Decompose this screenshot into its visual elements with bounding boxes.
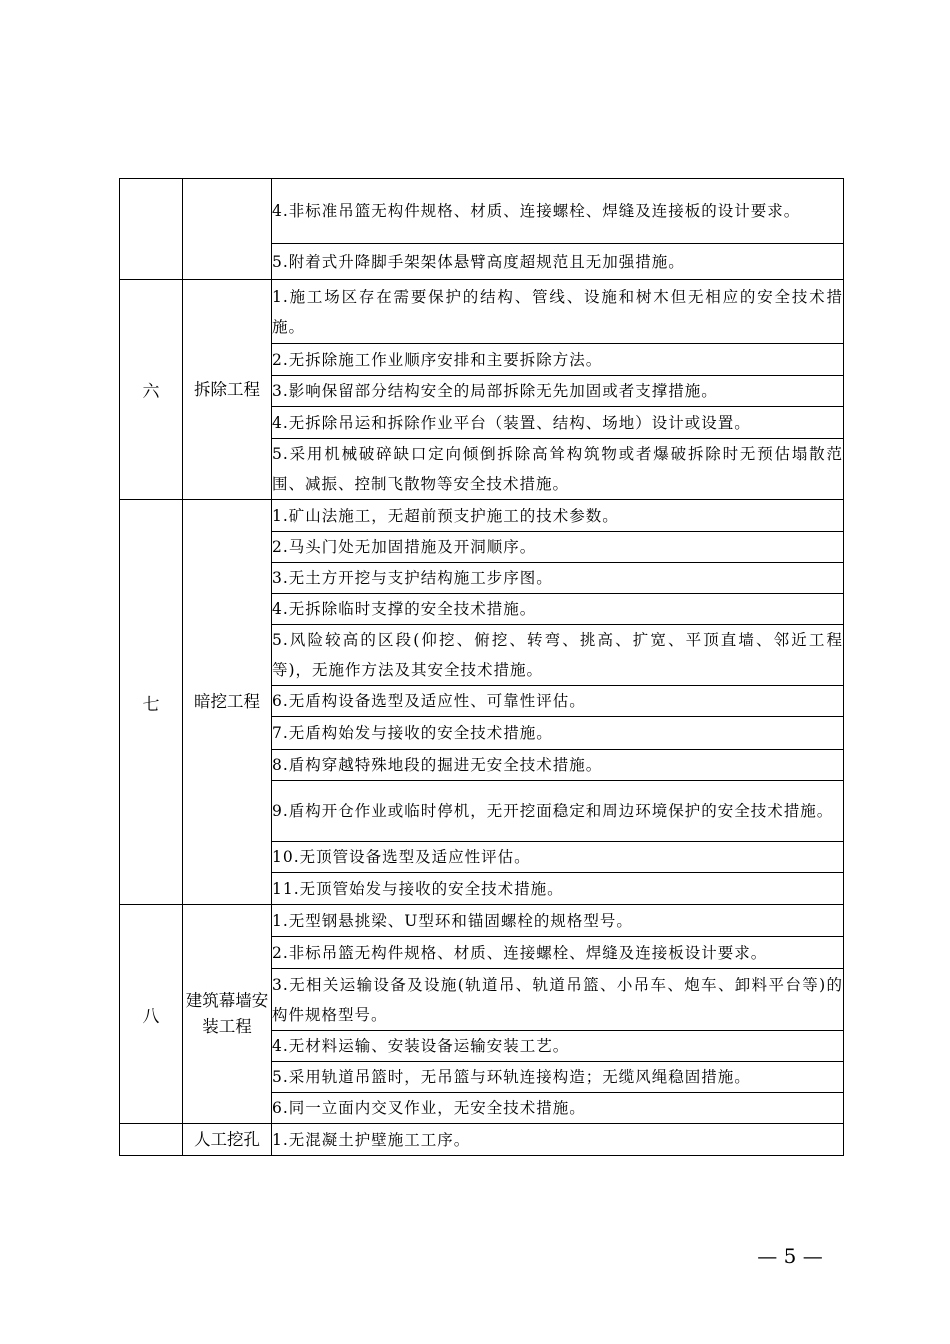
requirements-table	[119, 178, 844, 1156]
list-item: 11.无顶管始发与接收的安全技术措施。	[272, 873, 844, 905]
section-category: 人工挖孔	[183, 1124, 272, 1156]
section-category	[183, 179, 272, 280]
section-number: 八	[120, 905, 183, 1124]
section-number	[120, 179, 183, 280]
list-item: 5.采用轨道吊篮时，无吊篮与环轨连接构造；无缆风绳稳固措施。	[272, 1062, 844, 1093]
list-item: 3.无相关运输设备及设施(轨道吊、轨道吊篮、小吊车、炮车、卸料平台等)的构件规格型号。	[272, 969, 844, 1031]
list-item: 5.采用机械破碎缺口定向倾倒拆除高耸构筑物或者爆破拆除时无预估塌散范围、减振、控制飞散物等安全技术措施。	[272, 439, 844, 500]
section-category: 拆除工程	[183, 280, 272, 500]
section-number: 七	[120, 500, 183, 905]
table-row	[120, 1124, 844, 1156]
list-item: 3.影响保留部分结构安全的局部拆除无先加固或者支撑措施。	[272, 376, 844, 407]
table-row	[120, 500, 844, 532]
page-number: — 5 —	[757, 1244, 823, 1268]
list-item: 8.盾构穿越特殊地段的掘进无安全技术措施。	[272, 750, 844, 781]
list-item: 2.无拆除施工作业顺序安排和主要拆除方法。	[272, 344, 844, 376]
list-item: 1.施工场区存在需要保护的结构、管线、设施和树木但无相应的安全技术措施。	[272, 280, 844, 344]
table-row	[120, 905, 844, 937]
list-item: 5.附着式升降脚手架架体悬臂高度超规范且无加强措施。	[272, 244, 844, 280]
list-item: 4.无拆除吊运和拆除作业平台（装置、结构、场地）设计或设置。	[272, 407, 844, 439]
list-item: 6.同一立面内交叉作业，无安全技术措施。	[272, 1093, 844, 1124]
table-row	[120, 280, 844, 344]
section-number	[120, 1124, 183, 1156]
section-category: 建筑幕墙安装工程	[183, 905, 272, 1124]
list-item: 3.无土方开挖与支护结构施工步序图。	[272, 563, 844, 594]
list-item: 2.非标吊篮无构件规格、材质、连接螺栓、焊缝及连接板设计要求。	[272, 937, 844, 969]
list-item: 6.无盾构设备选型及适应性、可靠性评估。	[272, 686, 844, 717]
list-item: 4.非标准吊篮无构件规格、材质、连接螺栓、焊缝及连接板的设计要求。	[272, 179, 844, 244]
section-category: 暗挖工程	[183, 500, 272, 905]
list-item: 5.风险较高的区段(仰挖、俯挖、转弯、挑高、扩宽、平顶直墙、邻近工程等)，无施作方法及其安全技术措施。	[272, 625, 844, 686]
list-item: 1.无混凝土护壁施工工序。	[272, 1124, 844, 1156]
list-item: 2.马头门处无加固措施及开洞顺序。	[272, 532, 844, 563]
list-item: 1.无型钢悬挑梁、U型环和锚固螺栓的规格型号。	[272, 905, 844, 937]
list-item: 7.无盾构始发与接收的安全技术措施。	[272, 717, 844, 750]
list-item: 4.无拆除临时支撑的安全技术措施。	[272, 594, 844, 625]
list-item: 10.无顶管设备选型及适应性评估。	[272, 842, 844, 873]
list-item: 9.盾构开仓作业或临时停机，无开挖面稳定和周边环境保护的安全技术措施。	[272, 781, 844, 842]
list-item: 1.矿山法施工，无超前预支护施工的技术参数。	[272, 500, 844, 532]
section-number: 六	[120, 280, 183, 500]
table-row	[120, 179, 844, 244]
list-item: 4.无材料运输、安装设备运输安装工艺。	[272, 1031, 844, 1062]
